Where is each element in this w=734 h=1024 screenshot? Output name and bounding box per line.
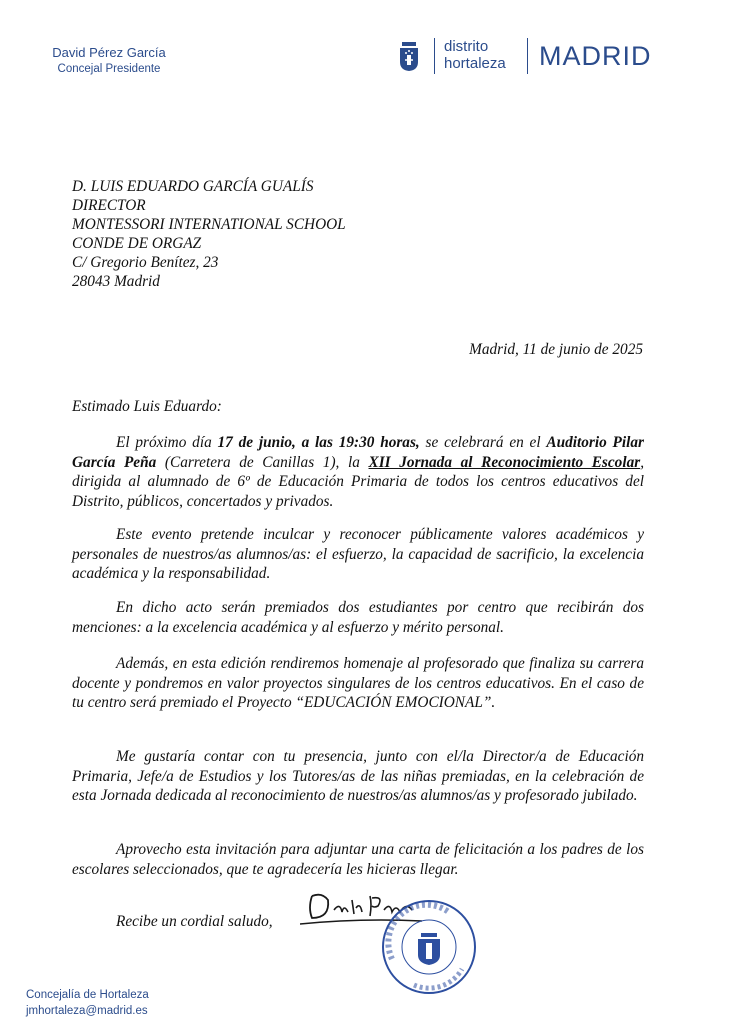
greeting: Estimado Luis Eduardo:: [72, 398, 222, 415]
paragraph-tribute: Además, en esta edición rendiremos homenaje al profesorado que finaliza su carrera docente y pondremos en valor proyectos singulares de los centros educativos. En el caso de tu centro será premiado el Proyecto “EDUCACIÓN EMOCIONAL”.: [72, 655, 644, 711]
madrid-logo: [398, 38, 680, 76]
letter-date: Madrid, 11 de junio de 2025: [469, 341, 643, 358]
paragraph-invitation: [72, 433, 644, 511]
recipient-line: MONTESSORI INTERNATIONAL SCHOOL: [72, 216, 346, 233]
logo-district: [444, 38, 506, 72]
event-name: XII Jornada al Reconocimiento Escolar: [368, 453, 641, 471]
text: se celebrará en el: [419, 434, 547, 451]
recipient-line: 28043 Madrid: [72, 273, 160, 290]
footer-email[interactable]: jmhortaleza@madrid.es: [26, 1005, 148, 1017]
text: , dirigida al alumnado de 6º de Educación Primaria de todos los centros educativos del Distrito, públicos, concertados y privados.: [72, 453, 645, 510]
madrid-coat-of-arms-icon: [398, 40, 420, 72]
paragraph-awards: En dicho acto serán premiados dos estudiantes por centro que recibirán dos menciones: a la excelencia académica y al esfuerzo y mérito personal.: [72, 599, 644, 636]
footer-department: Concejalía de Hortaleza: [26, 989, 149, 1001]
paragraph-values: Este evento pretende inculcar y reconocer públicamente valores académicos y personales de nuestros/as alumnos/as: el esfuerzo, la capacidad de sacrificio, la excelencia académica y la responsabilidad.: [72, 526, 644, 582]
text: El próximo día: [116, 434, 218, 451]
logo-city: MADRID: [539, 41, 652, 71]
sender-name: David Pérez García: [52, 45, 166, 60]
logo-divider: [434, 38, 435, 74]
event-date: 17 de junio, a las 19:30 horas,: [217, 434, 420, 451]
text: (Carretera de Canillas 1), la: [156, 453, 369, 471]
recipient-line: D. LUIS EDUARDO GARCÍA GUALÍS: [72, 178, 314, 195]
paragraph-attachment: Aprovecho esta invitación para adjuntar una carta de felicitación a los padres de los escolares seleccionados, que te agradecería les hicieras llegar.: [72, 841, 644, 878]
recipient-address: [72, 177, 346, 291]
official-stamp: [378, 897, 480, 997]
recipient-line: CONDE DE ORGAZ: [72, 235, 202, 252]
logo-district-line2: hortaleza: [444, 55, 506, 72]
recipient-line: C/ Gregorio Benítez, 23: [72, 254, 219, 271]
sender-block: [0, 45, 218, 75]
closing: Recibe un cordial saludo,: [116, 913, 273, 930]
venue-name: Auditorio Pilar García Peña: [72, 434, 645, 471]
logo-divider: [527, 38, 528, 74]
sender-role: Concejal Presidente: [57, 63, 161, 75]
logo-district-line1: distrito: [444, 38, 489, 55]
footer: [26, 987, 149, 1019]
recipient-line: DIRECTOR: [72, 197, 146, 214]
paragraph-attendance: Me gustaría contar con tu presencia, junto con el/la Director/a de Educación Primaria, Jefe/a de Estudios y los Tutores/as de las niñas premiadas, en la celebración de esta Jornada dedicada al reconocimiento de nuestros/as alumnos/as y profesorado jubilado.: [72, 748, 644, 804]
